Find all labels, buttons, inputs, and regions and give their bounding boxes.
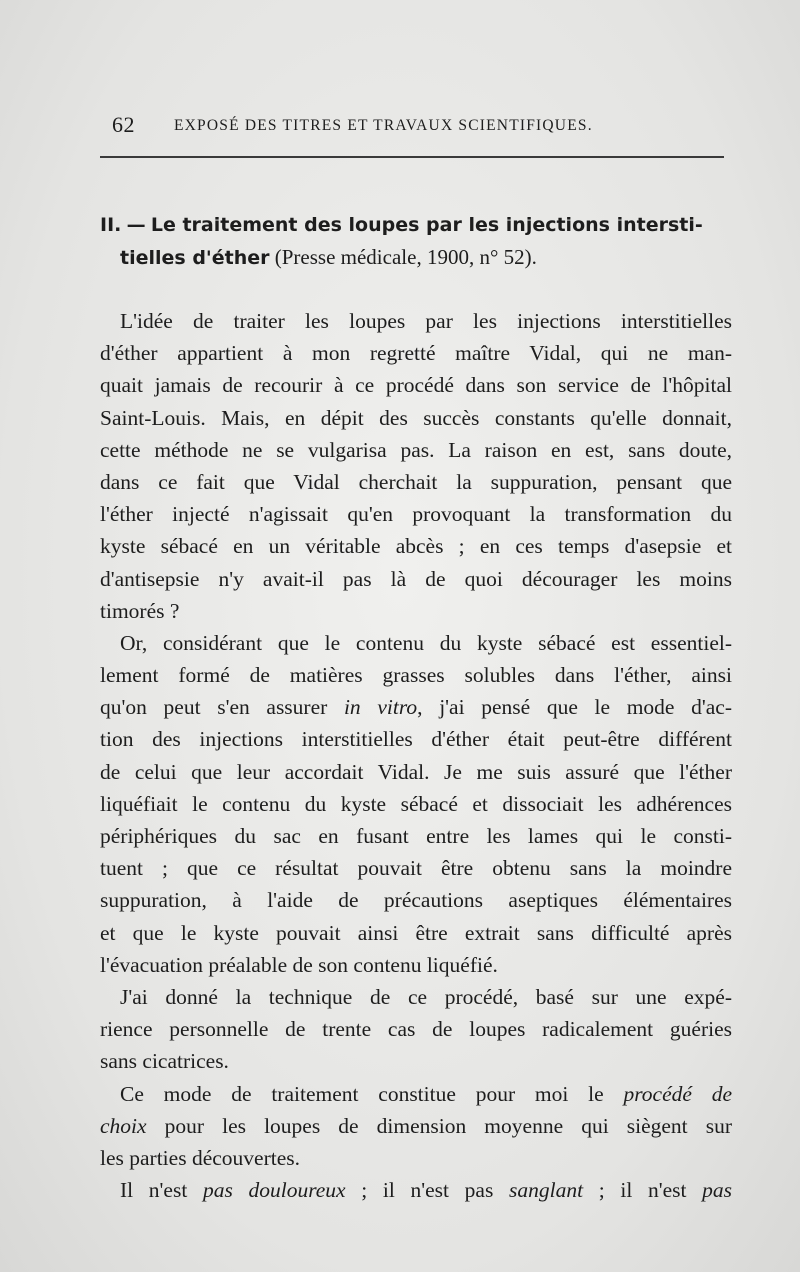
section-citation: (Presse médicale, 1900, n° 52). (274, 245, 537, 269)
text-line: tion des injections interstitielles d'éther était peut-être différent (100, 727, 732, 752)
italic-fragment: pas (702, 1178, 732, 1203)
text-line-mixed (100, 1174, 732, 1206)
italic-fragment: pas douloureux (202, 1178, 346, 1203)
section-dash: — (126, 214, 146, 236)
text-fragment: pour les loupes de dimension moyenne qui siègent sur (146, 1113, 732, 1138)
text-line: tuent ; que ce résultat pouvait être obtenu sans la moindre (100, 856, 732, 881)
italic-fragment: choix (100, 1113, 147, 1138)
page-number: 62 (112, 112, 135, 137)
text-line: les parties découvertes. (100, 1145, 300, 1170)
text-line: périphériques du sac en fusant entre les lames qui le consti- (100, 824, 732, 848)
running-title: EXPOSÉ DES TITRES ET TRAVAUX SCIENTIFIQUES. (174, 117, 593, 134)
text-fragment: ; il n'est (583, 1178, 703, 1203)
text-line: Saint-Louis. Mais, en dépit des succès constants qu'elle donnait, (100, 405, 732, 430)
text-line-mixed (100, 1078, 732, 1110)
text-line: lement formé de matières grasses solubles dans l'éther, ainsi (100, 663, 732, 688)
text-line: de celui que leur accordait Vidal. Je me suis assuré que l'éther (100, 759, 732, 784)
text-line: d'antisepsie n'y avait-il pas là de quoi décourager les moins (100, 566, 732, 591)
text-line: J'ai donné la technique de ce procédé, basé sur une expé- (120, 984, 732, 1009)
text-fragment: Ce mode de traitement constitue pour moi le (120, 1081, 624, 1106)
section-title-line2: tielles d'éther (120, 247, 270, 269)
section-heading (100, 208, 732, 274)
text-line: Or, considérant que le contenu du kyste sébacé est essentiel- (120, 630, 732, 655)
text-line: l'évacuation préalable de son contenu liquéfié. (100, 952, 498, 977)
italic-fragment: procédé de (623, 1081, 732, 1106)
text-line: L'idée de traiter les loupes par les injections interstitielles (120, 309, 732, 333)
text-line: kyste sébacé en un véritable abcès ; en ces temps d'asepsie et (100, 534, 732, 559)
italic-fragment: in vitro (343, 695, 418, 720)
section-title-line2-wrap (100, 241, 732, 274)
text-line: rience personnelle de trente cas de loupes radicalement guéries (100, 1017, 732, 1042)
text-fragment: Il n'est (120, 1178, 203, 1203)
text-line: l'éther injecté n'agissait qu'en provoquant la transformation du (100, 502, 732, 527)
text-line: dans ce fait que Vidal cherchait la suppuration, pensant que (100, 469, 732, 494)
text-line: cette méthode ne se vulgarisa pas. La raison en est, sans doute, (100, 437, 732, 462)
italic-fragment: sanglant (508, 1178, 584, 1203)
text-line-mixed (100, 691, 732, 723)
text-line: sans cicatrices. (100, 1049, 229, 1074)
text-line: suppuration, à l'aide de précautions aseptiques élémentaires (100, 888, 732, 913)
text-line: et que le kyste pouvait ainsi être extrait sans difficulté après (100, 920, 732, 945)
section-title-line1: Le traitement des loupes par les injections intersti- (150, 214, 703, 236)
header-rule (100, 156, 724, 158)
text-fragment: qu'on peut s'en assurer (100, 695, 344, 720)
text-line: d'éther appartient à mon regretté maître Vidal, qui ne man- (100, 341, 732, 366)
text-line-mixed (100, 1110, 732, 1142)
section-number: II. (100, 214, 122, 236)
text-fragment: , j'ai pensé que le mode d'ac- (417, 695, 732, 720)
body-text (100, 305, 732, 1206)
text-line: liquéfiait le contenu du kyste sébacé et dissociait les adhérences (100, 791, 732, 816)
text-fragment: ; il n'est pas (345, 1178, 509, 1203)
text-line: timorés ? (100, 598, 180, 623)
text-line: quait jamais de recourir à ce procédé dans son service de l'hôpital (100, 373, 732, 398)
running-head (112, 112, 724, 142)
